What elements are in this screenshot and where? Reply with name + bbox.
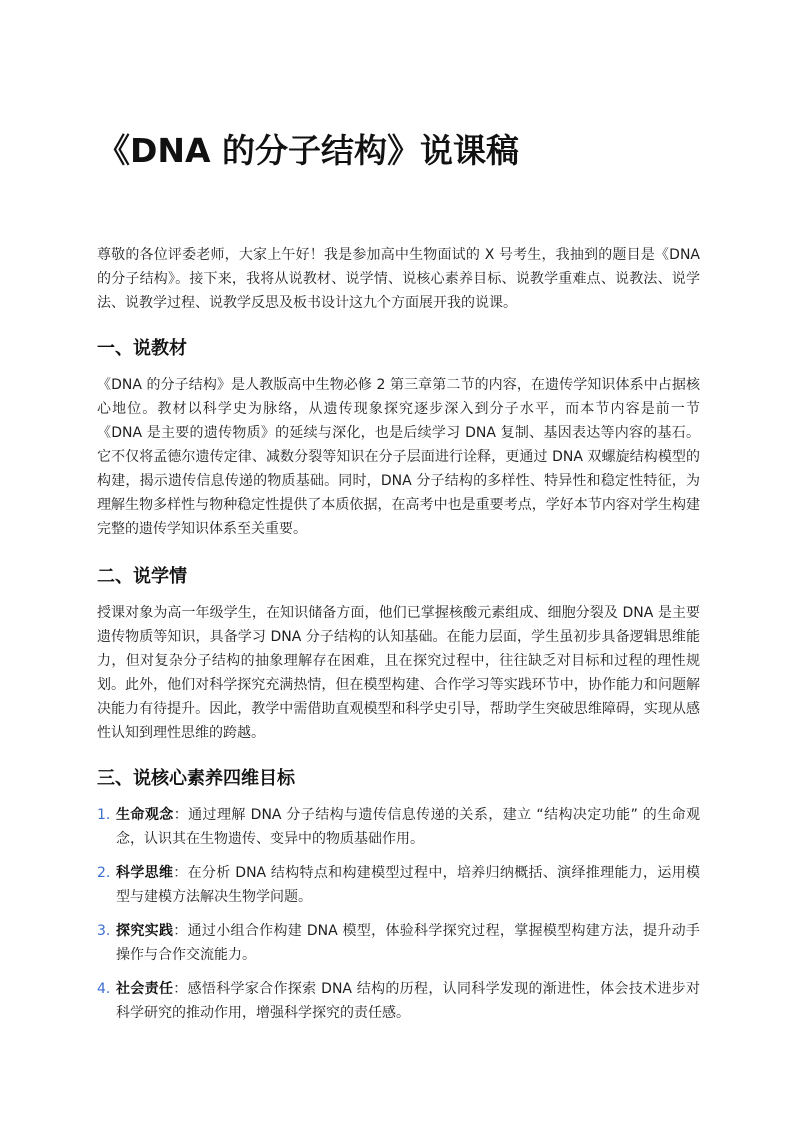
document-title: 《DNA 的分子结构》说课稿 [97,131,520,170]
list-item-number: 4. [97,981,111,997]
section-heading-textbook: 一、说教材 [97,338,187,359]
list-item-text: ：在分析 DNA 结构特点和构建模型过程中，培养归纳概括、演绎推理能力，运用模型与建模方法解决生物学问题。 [116,865,701,905]
list-item-text: ：通过理解 DNA 分子结构与遗传信息传递的关系，建立 “结构决定功能” 的生命观念，认识其在生物遗传、变异中的物质基础作用。 [116,807,700,847]
list-item-number: 2. [97,865,111,881]
list-item-number: 3. [97,923,111,939]
section-heading-objectives: 三、说核心素养四维目标 [97,768,295,789]
list-item-text: ：通过小组合作构建 DNA 模型，体验科学探究过程，掌握模型构建方法，提升动手操作与合作交流能力。 [116,923,701,963]
list-item-term: 生命观念 [116,807,174,823]
list-item-term: 探究实践 [116,923,174,939]
section-paragraph-textbook: 《DNA 的分子结构》是人教版高中生物必修 2 第三章第二节的内容，在遗传学知识体系中占据核心地位。教材以科学史为脉络，从遗传现象探究逐步深入到分子水平，而本节内容是前一节《DNA 是主要的遗传物质》的延续与深化，也是后续学习 DNA 复制、基因表达等内容的基石。它不仅将孟德尔遗传定律、减数分裂等知识在分子层面进行诠释，更通过 DNA 双螺旋结构模型的构建，揭示遗传信息传递的物质基础。同时，DNA 分子结构的多样性、特异性和稳定性特征，为理解生物多样性与物种稳定性提供了本质依据，在高考中也是重要考点，学好本节内容对学生构建完整的遗传学知识体系至关重要。 [97,377,700,537]
list-item-number: 1. [97,807,111,823]
list-item [97,919,700,967]
list-item-term: 科学思维 [116,865,174,881]
intro-paragraph: 尊敬的各位评委老师，大家上午好！我是参加高中生物面试的 X 号考生，我抽到的题目是《DNA 的分子结构》。接下来，我将从说教材、说学情、说核心素养目标、说教学重难点、说教法、说学法、说教学过程、说教学反思及板书设计这九个方面展开我的说课。 [97,247,700,311]
list-item [97,977,700,1025]
list-item-text: ：感悟科学家合作探索 DNA 结构的历程，认同科学发现的渐进性，体会技术进步对科学研究的推动作用，增强科学探究的责任感。 [116,981,701,1021]
list-item-term: 社会责任 [116,981,174,997]
list-item [97,861,700,909]
list-item [97,803,700,851]
objectives-list [97,803,700,1035]
section-paragraph-students: 授课对象为高一年级学生，在知识储备方面，他们已掌握核酸元素组成、细胞分裂及 DNA 是主要遗传物质等知识，具备学习 DNA 分子结构的认知基础。在能力层面，学生虽初步具备逻辑思维能力，但对复杂分子结构的抽象理解存在困难，且在探究过程中，往往缺乏对目标和过程的理性规划。此外，他们对科学探究充满热情，但在模型构建、合作学习等实践环节中，协作能力和问题解决能力有待提升。因此，教学中需借助直观模型和科学史引导，帮助学生突破思维障碍，实现从感性认知到理性思维的跨越。 [97,605,700,741]
section-heading-students: 二、说学情 [97,566,187,587]
